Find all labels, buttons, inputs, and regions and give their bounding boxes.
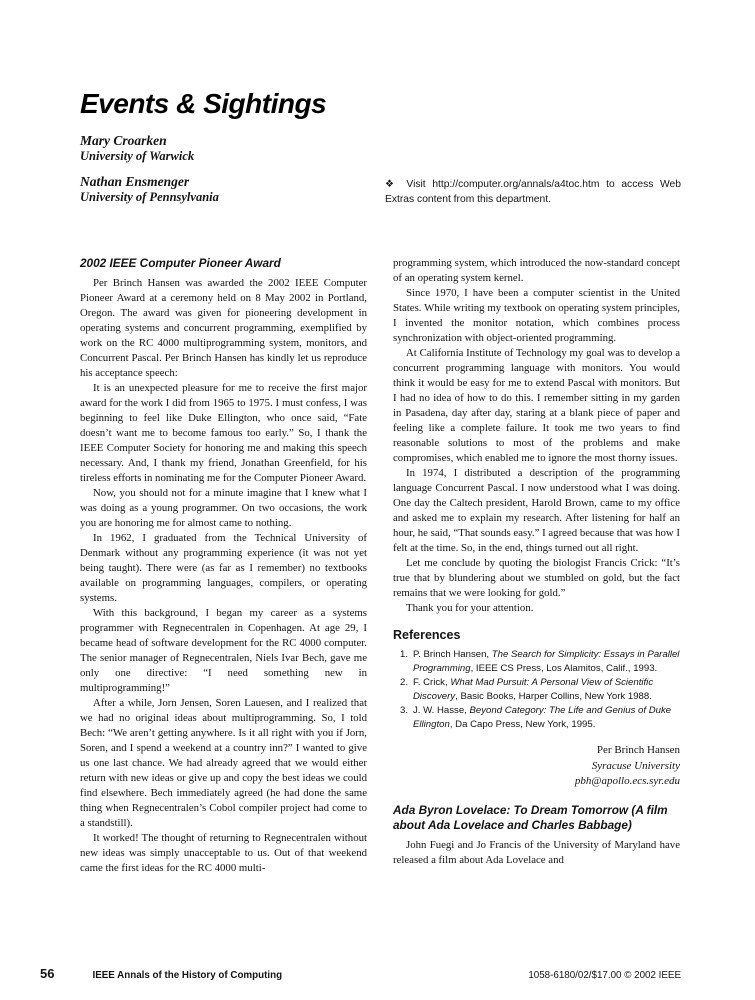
- reference-title: Beyond Category: The Life and Genius of Duke Ellington: [413, 705, 672, 730]
- body-paragraph: After a while, Jorn Jensen, Soren Lauesen, and I realized that we had no original ideas about multiprogramming. So, I told Bech: “We aren’t getting anywhere. Is it all right with you if Jorn, Soren, and I spend a weekend at a country inn?” I wanted to give us one last chance. We had already agreed that we would either return with new ideas or give up and copy the best ideas we could find elsewhere. Bech immediately agreed (he had done the same thing when Regnecentralen’s Cobol compiler project had come to a standstill).: [80, 697, 367, 829]
- body-paragraph: In 1962, I graduated from the Technical University of Denmark without any programming experience (it was not yet being taught). There were (as far as I remember) no textbooks available on programming languages, compilers, or operating systems.: [80, 532, 367, 604]
- reference-item: [393, 676, 680, 703]
- reference-title: What Mad Pursuit: A Personal View of Scientific Discovery: [413, 677, 654, 702]
- page-footer: [40, 966, 681, 981]
- editor-block-croarken: [80, 133, 194, 164]
- editor-block-ensmenger: [80, 174, 219, 205]
- section-heading-subtitle: (A film about Ada Lovelace and Charles Babbage): [393, 802, 668, 832]
- reference-publisher: , IEEE CS Press, Los Alamitos, Calif., 1993.: [470, 662, 658, 674]
- editor-name: Mary Croarken: [80, 133, 167, 148]
- body-paragraph: John Fuegi and Jo Francis of the University of Maryland have released a film about Ada Lovelace and: [393, 838, 680, 866]
- section-heading-main: Ada Byron Lovelace: To Dream Tomorrow: [393, 802, 632, 817]
- reference-publisher: , Basic Books, Harper Collins, New York 1988.: [455, 690, 652, 702]
- web-extras-note: [385, 178, 681, 207]
- body-paragraph: At California Institute of Technology my goal was to develop a concurrent programming language with monitors. You would think it would be easy for me to extend Pascal with monitors. But I had no idea of how to do this. I remember sitting in my garden in Pasadena, day after day, staring at a blank piece of paper and feeling like a complete failure. It took me two years to find reasonable solutions to most of the problems and make compromises, which enabled me to ignore the most thorny issues.: [393, 347, 680, 464]
- reference-item: [393, 704, 680, 731]
- article-body: [80, 256, 681, 876]
- department-title: Events & Sightings: [80, 88, 327, 119]
- body-paragraph: Since 1970, I have been a computer scientist in the United States. While writing my textbook on operating system principles, I invented the monitor notation, which combines process synchronization with object-oriented programming.: [393, 287, 680, 344]
- body-paragraph: Let me conclude by quoting the biologist Francis Crick: “It’s true that by blundering about we stumbled on gold, but the fact remains that we were looking for gold.”: [393, 557, 680, 599]
- body-paragraph: It worked! The thought of returning to Regnecentralen without new ideas was simply unacceptable to us. Out of that weekend came the first ideas for the RC 4000 multi-: [80, 832, 367, 874]
- diamond-icon: ❖: [385, 179, 398, 190]
- copyright-notice: 1058-6180/02/$17.00 © 2002 IEEE: [528, 970, 681, 981]
- editor-name: Nathan Ensmenger: [80, 174, 190, 189]
- signature-email: pbh@apollo.ecs.syr.edu: [574, 775, 680, 787]
- left-column: [80, 256, 367, 876]
- reference-number: 1.: [399, 649, 408, 660]
- signature-affiliation: Syracuse University: [591, 759, 680, 772]
- body-paragraph: Now, you should not for a minute imagine that I knew what I was doing as a young programmer. On two occasions, the work you are honoring me for almost came to nothing.: [80, 487, 367, 529]
- reference-publisher: , Da Capo Press, New York, 1995.: [449, 718, 596, 730]
- editor-affiliation: University of Pennsylvania: [80, 190, 219, 204]
- reference-authors: P. Brinch Hansen,: [413, 649, 492, 660]
- body-paragraph: With this background, I began my career as a systems programmer with Regnecentralen in Copenhagen. At age 29, I became head of software development for the RC 4000 computer. The senior manager of Regnecentralen, Niels Ivar Bech, gave me only one directive: “I need something new in multiprogramming!”: [80, 607, 367, 694]
- web-extras-text: Visit http://computer.org/annals/a4toc.htm to access Web Extras content from this department.: [385, 179, 681, 205]
- body-paragraph: Per Brinch Hansen was awarded the 2002 IEEE Computer Pioneer Award at a ceremony held on 8 May 2002 in Portland, Oregon. The award was given for pioneering development in operating systems and concurrent programming, exemplified by work on the RC 4000 multiprogramming system, monitors, and Concurrent Pascal. Per Brinch Hansen has kindly let us reproduce his acceptance speech:: [80, 277, 367, 379]
- right-column: [393, 256, 680, 876]
- reference-authors: J. W. Hasse,: [413, 705, 470, 716]
- reference-text: [413, 676, 680, 703]
- page-number: 56: [40, 966, 55, 981]
- reference-text: [413, 648, 680, 675]
- body-paragraph: Thank you for your attention.: [406, 602, 534, 614]
- reference-text: [413, 704, 680, 731]
- section-heading-lovelace-film: [393, 803, 680, 833]
- editor-affiliation: University of Warwick: [80, 149, 195, 163]
- body-paragraph: In 1974, I distributed a description of the programming language Concurrent Pascal. I now understood what I was doing. One day the Caltech president, Harold Brown, came to my office and asked me to explain my research. After listening for half an hour, he said, “That sounds easy.” I agreed because that was how I felt at the time. So, in the end, things turned out all right.: [393, 467, 680, 554]
- section-heading-pioneer-award: 2002 IEEE Computer Pioneer Award: [80, 256, 281, 270]
- reference-item: [393, 648, 680, 675]
- reference-authors: F. Crick,: [413, 677, 451, 688]
- journal-title: IEEE Annals of the History of Computing: [92, 970, 283, 981]
- author-signature: [393, 743, 680, 790]
- body-paragraph: It is an unexpected pleasure for me to receive the first major award for the work I did from 1965 to 1975. I must confess, I was beginning to feel like Duke Ellington, who once said, “Fate doesn’t want me to become famous too early.” So, I thank the IEEE Computer Society for honoring me and making this speech necessary. And, I thank my friend, Jonathan Greenfield, for his tireless efforts in nominating me for the Computer Pioneer Award.: [80, 382, 367, 484]
- body-paragraph: programming system, which introduced the now-standard concept of an operating system kernel.: [393, 257, 680, 284]
- reference-number: 2.: [399, 677, 408, 688]
- signature-name: Per Brinch Hansen: [596, 744, 680, 756]
- reference-number: 3.: [399, 705, 408, 716]
- references-heading: References: [393, 628, 461, 642]
- reference-title: The Search for Simplicity: Essays in Parallel Programming: [413, 649, 680, 674]
